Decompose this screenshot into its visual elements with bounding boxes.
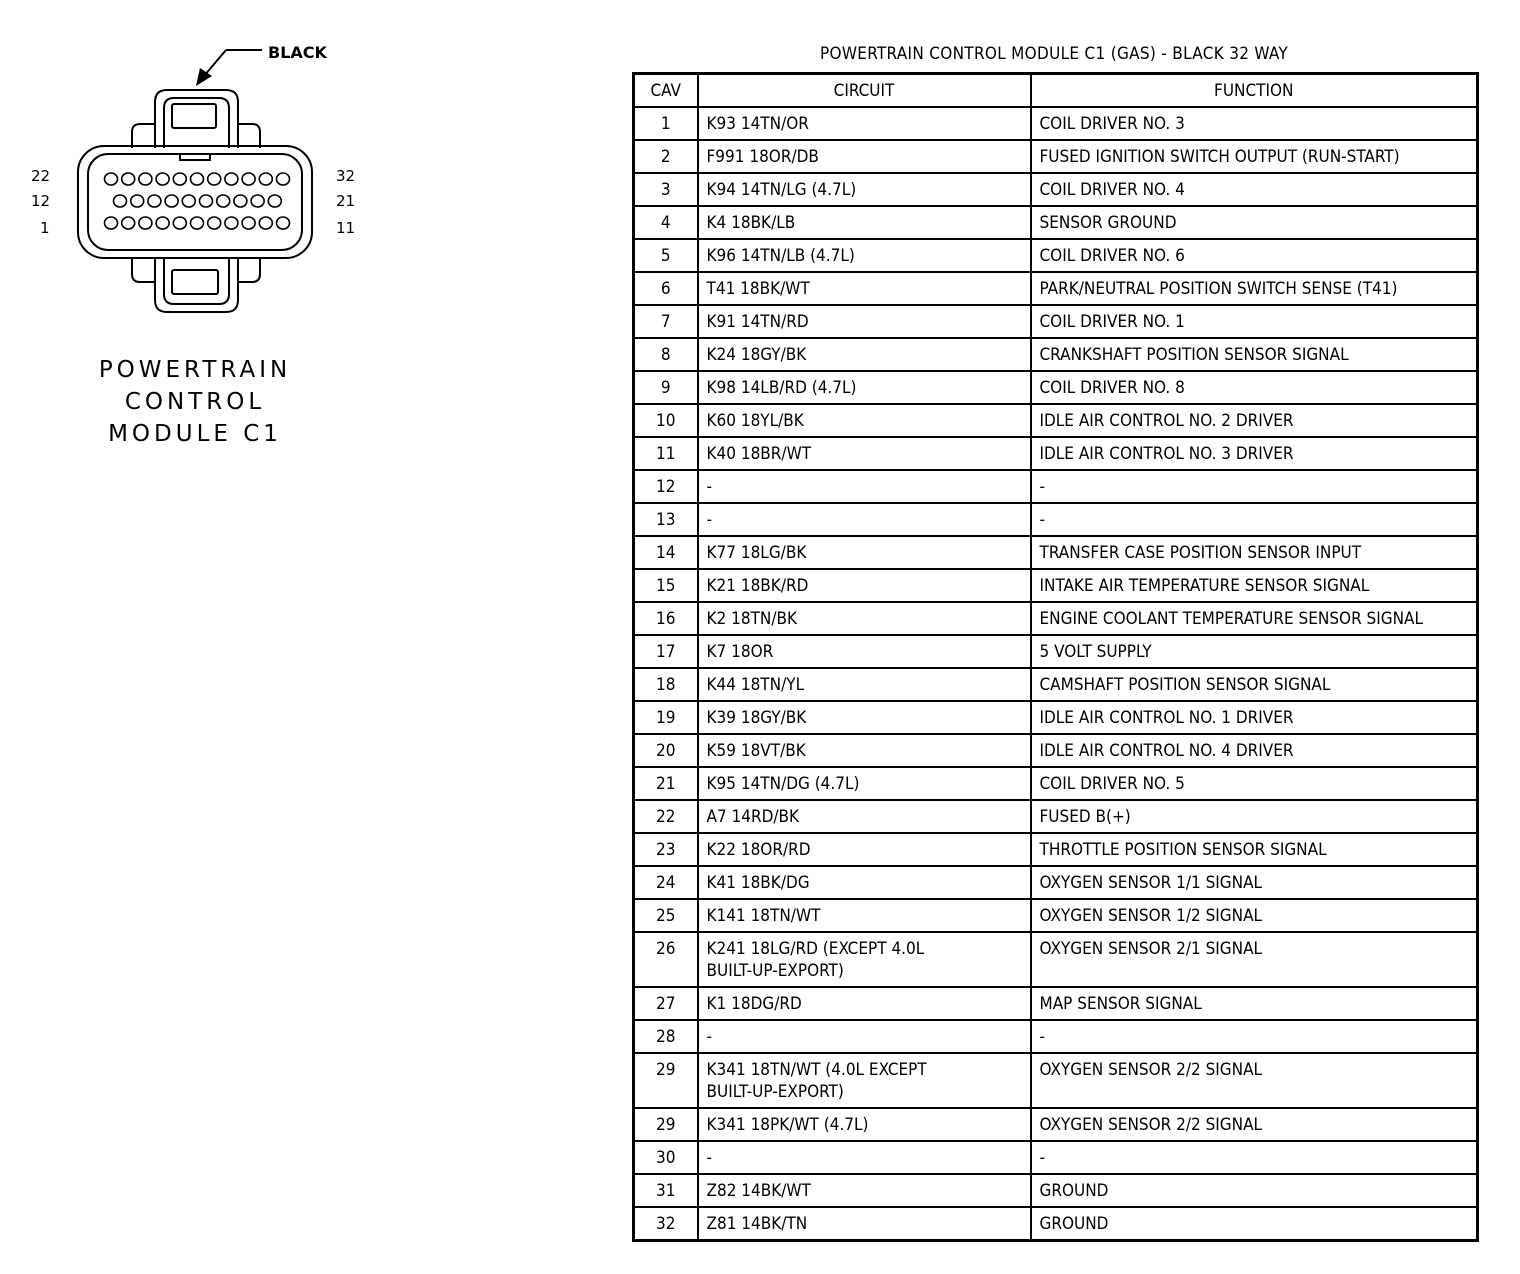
- table-row: [634, 1141, 1478, 1174]
- cav-cell: 12: [634, 470, 698, 503]
- pin-cavity: [217, 195, 230, 207]
- function-cell: -: [1031, 470, 1478, 503]
- pin-cavity: [191, 173, 204, 185]
- pin-cavity: [173, 173, 186, 185]
- cav-cell: 7: [634, 305, 698, 338]
- connector-name-line-1: POWERTRAIN: [98, 357, 292, 383]
- pin-cavity: [165, 195, 178, 207]
- circuit-cell: Z81 14BK/TN: [698, 1207, 1031, 1241]
- circuit-cell: K341 18TN/WT (4.0L EXCEPT BUILT-UP-EXPORT): [698, 1053, 1031, 1108]
- function-cell: SENSOR GROUND: [1031, 206, 1478, 239]
- cav-cell: 28: [634, 1020, 698, 1053]
- circuit-cell: -: [698, 470, 1031, 503]
- function-cell: ENGINE COOLANT TEMPERATURE SENSOR SIGNAL: [1031, 602, 1478, 635]
- cav-cell: 24: [634, 866, 698, 899]
- pin-cavity: [225, 173, 238, 185]
- pin-cavity: [277, 217, 290, 229]
- pin-cavity: [105, 217, 118, 229]
- table-row: [634, 536, 1478, 569]
- cav-cell: 15: [634, 569, 698, 602]
- cav-cell: 1: [634, 107, 698, 140]
- function-cell: IDLE AIR CONTROL NO. 1 DRIVER: [1031, 701, 1478, 734]
- bottom-side-ear-left: [132, 258, 155, 282]
- function-cell: COIL DRIVER NO. 4: [1031, 173, 1478, 206]
- cav-cell: 32: [634, 1207, 698, 1241]
- pin-cavity: [200, 195, 213, 207]
- cav-cell: 25: [634, 899, 698, 932]
- pin-cavity: [225, 217, 238, 229]
- header-function: FUNCTION: [1031, 74, 1478, 108]
- pin-cavity: [191, 217, 204, 229]
- pinout-table: [632, 72, 1479, 1242]
- circuit-cell: K91 14TN/RD: [698, 305, 1031, 338]
- circuit-cell: K22 18OR/RD: [698, 833, 1031, 866]
- circuit-cell: K141 18TN/WT: [698, 899, 1031, 932]
- table-row: [634, 899, 1478, 932]
- table-row: [634, 437, 1478, 470]
- pin-cavity: [208, 217, 221, 229]
- header-cav: CAV: [634, 74, 698, 108]
- pin-cavity: [234, 195, 247, 207]
- pin-cavity: [251, 195, 264, 207]
- circuit-cell: -: [698, 1020, 1031, 1053]
- circuit-cell: K4 18BK/LB: [698, 206, 1031, 239]
- function-cell: FUSED IGNITION SWITCH OUTPUT (RUN-START): [1031, 140, 1478, 173]
- function-cell: -: [1031, 1141, 1478, 1174]
- pin-label-22: 22: [31, 167, 51, 185]
- circuit-cell: K2 18TN/BK: [698, 602, 1031, 635]
- table-row: [634, 1053, 1478, 1108]
- function-cell: IDLE AIR CONTROL NO. 4 DRIVER: [1031, 734, 1478, 767]
- function-cell: INTAKE AIR TEMPERATURE SENSOR SIGNAL: [1031, 569, 1478, 602]
- top-latch-inner: [164, 98, 229, 148]
- table-row: [634, 1020, 1478, 1053]
- function-cell: OXYGEN SENSOR 1/2 SIGNAL: [1031, 899, 1478, 932]
- cav-cell: 8: [634, 338, 698, 371]
- circuit-cell: K341 18PK/WT (4.7L): [698, 1108, 1031, 1141]
- table-title: POWERTRAIN CONTROL MODULE C1 (GAS) - BLACK 32 WAY: [819, 44, 1288, 64]
- pin-cavity: [259, 217, 272, 229]
- connector-name-line-3: MODULE C1: [108, 421, 282, 447]
- circuit-cell: K93 14TN/OR: [698, 107, 1031, 140]
- top-latch-window: [172, 104, 216, 128]
- table-row: [634, 503, 1478, 536]
- pin-cavity: [122, 173, 135, 185]
- function-cell: IDLE AIR CONTROL NO. 2 DRIVER: [1031, 404, 1478, 437]
- function-cell: CRANKSHAFT POSITION SENSOR SIGNAL: [1031, 338, 1478, 371]
- pin-label-1: 1: [40, 219, 50, 237]
- function-cell: 5 VOLT SUPPLY: [1031, 635, 1478, 668]
- pin-cavity: [259, 173, 272, 185]
- color-callout: [196, 43, 328, 86]
- connector-name-line-2: CONTROL: [124, 389, 266, 415]
- table-row: [634, 602, 1478, 635]
- connector-name: [60, 354, 330, 450]
- circuit-cell: K98 14LB/RD (4.7L): [698, 371, 1031, 404]
- function-cell: COIL DRIVER NO. 8: [1031, 371, 1478, 404]
- table-body: [634, 107, 1478, 1241]
- circuit-cell: K40 18BR/WT: [698, 437, 1031, 470]
- pin-cavity: [156, 217, 169, 229]
- function-cell: COIL DRIVER NO. 6: [1031, 239, 1478, 272]
- cav-cell: 14: [634, 536, 698, 569]
- pin-cavity: [148, 195, 161, 207]
- circuit-cell: K95 14TN/DG (4.7L): [698, 767, 1031, 800]
- pin-label-32: 32: [336, 167, 356, 185]
- table-row: [634, 833, 1478, 866]
- function-cell: GROUND: [1031, 1207, 1478, 1241]
- table-row: [634, 305, 1478, 338]
- table-row: [634, 371, 1478, 404]
- circuit-cell: K39 18GY/BK: [698, 701, 1031, 734]
- cav-cell: 5: [634, 239, 698, 272]
- pin-cavity: [242, 217, 255, 229]
- function-cell: TRANSFER CASE POSITION SENSOR INPUT: [1031, 536, 1478, 569]
- bottom-latch-inner: [164, 258, 229, 304]
- cav-cell: 31: [634, 1174, 698, 1207]
- function-cell: COIL DRIVER NO. 3: [1031, 107, 1478, 140]
- circuit-cell: K24 18GY/BK: [698, 338, 1031, 371]
- circuit-cell: K59 18VT/BK: [698, 734, 1031, 767]
- table-row: [634, 1174, 1478, 1207]
- table-row: [634, 140, 1478, 173]
- table-row: [634, 734, 1478, 767]
- pin-cavity: [182, 195, 195, 207]
- table-row: [634, 800, 1478, 833]
- cav-cell: 6: [634, 272, 698, 305]
- function-cell: OXYGEN SENSOR 1/1 SIGNAL: [1031, 866, 1478, 899]
- pin-label-11: 11: [336, 219, 356, 237]
- function-cell: FUSED B(+): [1031, 800, 1478, 833]
- function-cell: THROTTLE POSITION SENSOR SIGNAL: [1031, 833, 1478, 866]
- table-row: [634, 1207, 1478, 1241]
- cav-cell: 19: [634, 701, 698, 734]
- pin-cavity: [268, 195, 281, 207]
- pin-cavity: [131, 195, 144, 207]
- circuit-cell: Z82 14BK/WT: [698, 1174, 1031, 1207]
- circuit-cell: K41 18BK/DG: [698, 866, 1031, 899]
- cav-cell: 26: [634, 932, 698, 987]
- header-circuit: CIRCUIT: [698, 74, 1031, 108]
- table-row: [634, 668, 1478, 701]
- table-row: [634, 107, 1478, 140]
- pin-cavity: [139, 173, 152, 185]
- cav-cell: 3: [634, 173, 698, 206]
- function-cell: CAMSHAFT POSITION SENSOR SIGNAL: [1031, 668, 1478, 701]
- cav-cell: 22: [634, 800, 698, 833]
- table-row: [634, 701, 1478, 734]
- cav-cell: 10: [634, 404, 698, 437]
- circuit-cell: -: [698, 503, 1031, 536]
- function-cell: OXYGEN SENSOR 2/2 SIGNAL: [1031, 1053, 1478, 1108]
- pin-cavity: [156, 173, 169, 185]
- circuit-cell: K60 18YL/BK: [698, 404, 1031, 437]
- pin-cavity: [114, 195, 127, 207]
- table-header-row: [634, 74, 1478, 108]
- pin-cavity: [105, 173, 118, 185]
- function-cell: MAP SENSOR SIGNAL: [1031, 987, 1478, 1020]
- bottom-latch-window: [172, 270, 218, 294]
- cav-cell: 16: [634, 602, 698, 635]
- cav-cell: 4: [634, 206, 698, 239]
- top-side-ear-left: [132, 124, 155, 148]
- table-row: [634, 767, 1478, 800]
- table-row: [634, 866, 1478, 899]
- connector-color-label: BLACK: [268, 43, 327, 62]
- function-cell: COIL DRIVER NO. 5: [1031, 767, 1478, 800]
- pin-label-21: 21: [336, 192, 356, 210]
- circuit-cell: K96 14TN/LB (4.7L): [698, 239, 1031, 272]
- function-cell: IDLE AIR CONTROL NO. 3 DRIVER: [1031, 437, 1478, 470]
- function-cell: GROUND: [1031, 1174, 1478, 1207]
- cav-cell: 30: [634, 1141, 698, 1174]
- circuit-cell: K94 14TN/LG (4.7L): [698, 173, 1031, 206]
- pin-cavity: [208, 173, 221, 185]
- function-cell: COIL DRIVER NO. 1: [1031, 305, 1478, 338]
- table-row: [634, 470, 1478, 503]
- table-row: [634, 932, 1478, 987]
- bottom-side-ear-right: [238, 258, 260, 282]
- cav-cell: 29: [634, 1108, 698, 1141]
- circuit-cell: K77 18LG/BK: [698, 536, 1031, 569]
- pin-cavity: [173, 217, 186, 229]
- circuit-cell: K21 18BK/RD: [698, 569, 1031, 602]
- table-row: [634, 338, 1478, 371]
- table-row: [634, 206, 1478, 239]
- cav-cell: 13: [634, 503, 698, 536]
- cav-cell: 27: [634, 987, 698, 1020]
- circuit-cell: A7 14RD/BK: [698, 800, 1031, 833]
- pin-label-12: 12: [31, 192, 51, 210]
- pin-cavity: [242, 173, 255, 185]
- cav-cell: 20: [634, 734, 698, 767]
- function-cell: OXYGEN SENSOR 2/2 SIGNAL: [1031, 1108, 1478, 1141]
- cav-cell: 18: [634, 668, 698, 701]
- cav-cell: 17: [634, 635, 698, 668]
- circuit-cell: K1 18DG/RD: [698, 987, 1031, 1020]
- cav-cell: 11: [634, 437, 698, 470]
- pin-cavity: [139, 217, 152, 229]
- pin-cavities: [105, 173, 290, 229]
- cav-cell: 23: [634, 833, 698, 866]
- circuit-cell: K44 18TN/YL: [698, 668, 1031, 701]
- cav-cell: 29: [634, 1053, 698, 1108]
- top-side-ear-right: [238, 124, 260, 148]
- table-row: [634, 635, 1478, 668]
- circuit-cell: -: [698, 1141, 1031, 1174]
- function-cell: OXYGEN SENSOR 2/1 SIGNAL: [1031, 932, 1478, 987]
- function-cell: PARK/NEUTRAL POSITION SWITCH SENSE (T41): [1031, 272, 1478, 305]
- pin-cavity: [122, 217, 135, 229]
- cav-cell: 9: [634, 371, 698, 404]
- table-row: [634, 173, 1478, 206]
- table-row: [634, 272, 1478, 305]
- table-row: [634, 987, 1478, 1020]
- table-row: [634, 239, 1478, 272]
- function-cell: -: [1031, 503, 1478, 536]
- circuit-cell: T41 18BK/WT: [698, 272, 1031, 305]
- table-row: [634, 404, 1478, 437]
- pin-cavity: [277, 173, 290, 185]
- circuit-cell: F991 18OR/DB: [698, 140, 1031, 173]
- cav-cell: 21: [634, 767, 698, 800]
- circuit-cell: K241 18LG/RD (EXCEPT 4.0L BUILT-UP-EXPORT): [698, 932, 1031, 987]
- cav-cell: 2: [634, 140, 698, 173]
- function-cell: -: [1031, 1020, 1478, 1053]
- circuit-cell: K7 18OR: [698, 635, 1031, 668]
- table-row: [634, 1108, 1478, 1141]
- table-row: [634, 569, 1478, 602]
